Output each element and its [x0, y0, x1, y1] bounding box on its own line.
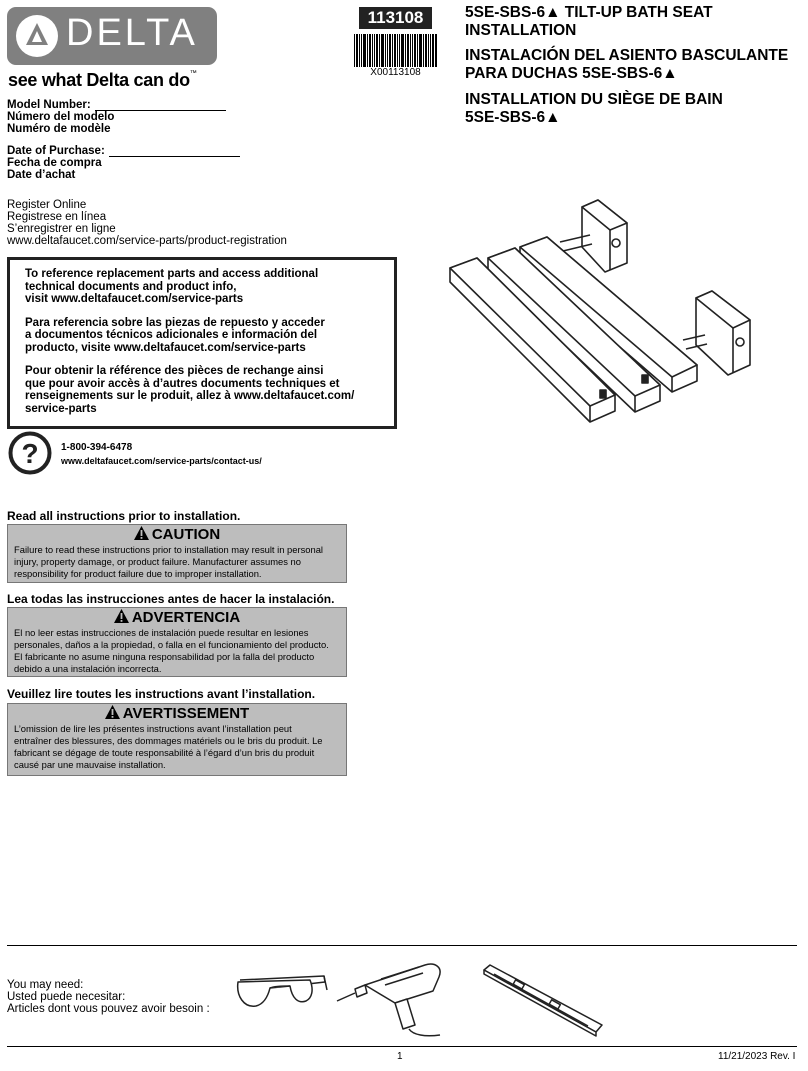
level-icon: [480, 962, 605, 1037]
reference-english: To reference replacement parts and access additional technical documents and product info, visit www.deltafaucet.com/service-parts: [25, 268, 319, 305]
purchase-date-label: Date of Purchase: Fecha de compra Date d’achat: [7, 145, 105, 181]
reference-box: [7, 257, 397, 429]
advertencia-heading: ADVERTENCIA: [14, 609, 340, 627]
svg-text:?: ?: [21, 438, 39, 469]
reference-spanish: Para referencia sobre las piezas de repuesto y acceder a documentos técnicos adicionales e información del producto, visite www.deltafaucet.com/service-parts: [25, 316, 325, 354]
read-instructions-spanish: Lea todas las instrucciones antes de hacer la instalación.: [7, 592, 335, 606]
section-divider: [7, 945, 797, 946]
warning-triangle-icon: [114, 609, 129, 623]
model-number-line[interactable]: [95, 109, 226, 111]
help-contact-link[interactable]: www.deltafaucet.com/service-parts/contact-us/: [61, 456, 262, 466]
caution-box: CAUTION Failure to read these instructions prior to installation may result in personal injury, property damage, or product failure. Manufacturer assumes no responsibility for product failure due to improper installation.: [7, 524, 347, 583]
delta-logo-icon: [14, 13, 60, 59]
logo-wordmark: DELTA: [66, 12, 198, 54]
question-mark-icon: [8, 431, 52, 475]
warning-triangle-icon: [105, 705, 120, 719]
revision-date: 11/21/2023 Rev. I: [718, 1051, 796, 1062]
page-number: 1: [397, 1051, 403, 1062]
help-phone[interactable]: 1-800-394-6478: [61, 442, 133, 453]
title-spanish: INSTALACIÓN DEL ASIENTO BASCULANTE PARA DUCHAS 5SE-SBS-6▲: [465, 47, 789, 82]
warning-triangle-icon: [134, 526, 149, 540]
purchase-date-line[interactable]: [109, 155, 240, 157]
barcode: [354, 34, 437, 67]
avertissement-box: AVERTISSEMENT L’omission de lire les présentes instructions avant l’installation peut entraîner des blessures, des dommages matériels ou le bris du produit. Le fabricant se dégage de toute responsabilité à l’égard d’un bris du produit causé par une mauvaise installation.: [7, 703, 347, 776]
reference-french: Pour obtenir la référence des pièces de rechange ainsi que pour avoir accès à d’autres documents techniques et renseignements sur le produit, allez à www.deltafaucet.com/ service-parts: [25, 365, 355, 415]
caution-heading: CAUTION: [14, 526, 340, 544]
register-online: Register Online Registrese en línea S’enregistrer en ligne www.deltafaucet.com/service-parts/product-registration: [7, 199, 287, 247]
title-french: INSTALLATION DU SIÈGE DE BAIN 5SE-SBS-6▲: [465, 91, 723, 126]
title-english: 5SE-SBS-6▲ TILT-UP BATH SEAT INSTALLATION: [465, 4, 713, 39]
footer-divider: [7, 1046, 797, 1047]
tilt-up-seat-illustration: [440, 195, 770, 460]
safety-glasses-icon: [230, 968, 328, 1013]
read-instructions-english: Read all instructions prior to installation.: [7, 509, 241, 523]
part-number: 113108: [359, 7, 432, 29]
registration-link[interactable]: www.deltafaucet.com/service-parts/product-registration: [7, 235, 287, 247]
you-may-need: You may need: Usted puede necesitar: Articles dont vous pouvez avoir besoin :: [7, 979, 210, 1015]
barcode-number: X00113108: [370, 67, 421, 78]
advertencia-box: ADVERTENCIA El no leer estas instrucciones de instalación puede resultar en lesiones personales, daños a la propiedad, o falla en el funcionamiento del producto. El fabricante no asume ninguna responsabilidad por la falla del producto debido a una instalación incorrecta.: [7, 607, 347, 677]
drill-icon: [335, 955, 465, 1040]
model-number-label: Model Number: Número del modelo Numéro de modèle: [7, 99, 115, 135]
avertissement-heading: AVERTISSEMENT: [14, 705, 340, 723]
read-instructions-french: Veuillez lire toutes les instructions avant l’installation.: [7, 687, 316, 701]
tagline: see what Delta can do™: [8, 70, 197, 90]
